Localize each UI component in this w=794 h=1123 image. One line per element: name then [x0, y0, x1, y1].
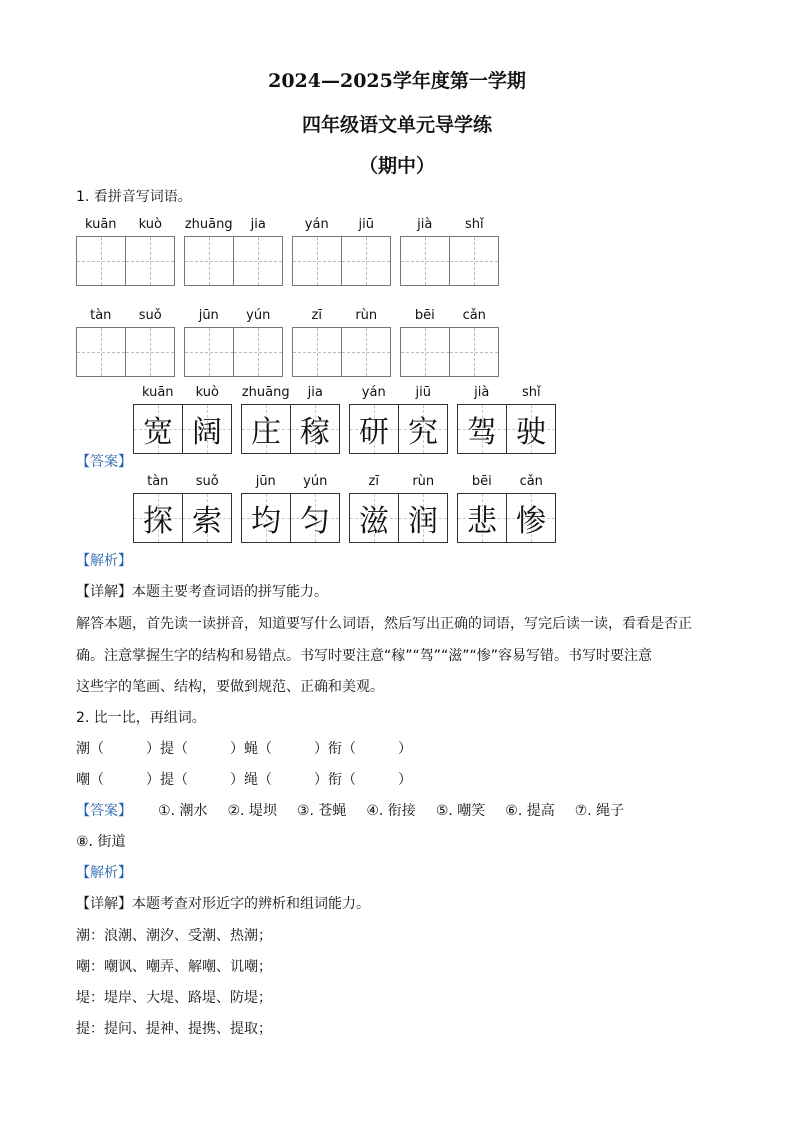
- q1-explain-1: 解答本题，首先读一读拼音，知道要写什么词语，然后写出正确的词语，写完后读一读，看看是否正: [76, 616, 692, 632]
- q1-explain-2: 确。注意掌握生字的结构和易错点。书写时要注意“稼”“驾”“滋”“惨”容易写错。书写时要注意: [76, 648, 653, 664]
- doc-title-exam: （期中）: [358, 155, 435, 177]
- writing-cell[interactable]: [184, 236, 234, 286]
- q2-detail: 【详解】本题考查对形近字的辨析和组词能力。: [76, 896, 370, 912]
- answer-item: ⑤. 嘲笑: [435, 803, 486, 819]
- answer-cell: 匀: [290, 493, 340, 543]
- answer-item: ①. 潮水: [158, 803, 208, 819]
- answer-cell: 宽: [133, 404, 183, 454]
- pinyin: rùn: [355, 308, 378, 323]
- pinyin: jia: [250, 217, 266, 232]
- pinyin: bēi: [471, 474, 492, 489]
- pinyin: jūn: [198, 308, 219, 323]
- pinyin: kuān: [141, 385, 174, 400]
- doc-title-term: 2024—2025学年度第一学期: [268, 70, 526, 92]
- pinyin: rùn: [412, 474, 435, 489]
- pinyin: jià: [417, 217, 433, 232]
- answer-cell: 润: [398, 493, 448, 543]
- answer-cell: 研: [349, 404, 399, 454]
- answer-cell: 驾: [457, 404, 507, 454]
- pinyin: tàn: [147, 474, 169, 489]
- writing-cell[interactable]: [125, 236, 175, 286]
- pinyin: cǎn: [462, 308, 486, 323]
- pinyin: shǐ: [464, 217, 484, 232]
- q1-analysis-tag: 【解析】: [76, 553, 132, 569]
- answer-cell: 阔: [182, 404, 232, 454]
- pinyin: zī: [311, 308, 322, 323]
- pinyin: cǎn: [519, 474, 543, 489]
- writing-cell[interactable]: [341, 236, 391, 286]
- pinyin: kuān: [84, 217, 117, 232]
- answer-cell: 惨: [506, 493, 556, 543]
- answer-cell: 悲: [457, 493, 507, 543]
- pinyin: kuò: [195, 385, 219, 400]
- pinyin: shǐ: [521, 385, 541, 400]
- answer-group: [349, 384, 448, 454]
- q1-answer-row-1: [133, 384, 565, 454]
- q2-explain-line: 嘲：嘲讽、嘲弄、解嘲、讥嘲；: [76, 959, 272, 975]
- q2-analysis-tag: 【解析】: [76, 865, 132, 881]
- writing-cell[interactable]: [233, 327, 283, 377]
- answer-group: [133, 384, 232, 454]
- q2-explain-line: 堤：堤岸、大堤、路堤、防堤；: [76, 990, 272, 1006]
- writing-cell[interactable]: [400, 327, 450, 377]
- pinyin: zī: [368, 474, 379, 489]
- answer-item: ④. 衔接: [366, 803, 416, 819]
- writing-cell[interactable]: [292, 327, 342, 377]
- pinyin: jūn: [255, 474, 276, 489]
- answer-cell: 究: [398, 404, 448, 454]
- pinyin: zhuāng: [184, 217, 233, 232]
- q1-detail: 【详解】本题主要考查词语的拼写能力。: [76, 584, 328, 600]
- answer-group: [133, 473, 232, 543]
- writing-cell[interactable]: [341, 327, 391, 377]
- q1-explain-3: 这些字的笔画、结构，要做到规范、正确和美观。: [76, 679, 384, 695]
- writing-cell[interactable]: [184, 327, 234, 377]
- q2-row-1: 潮（ ）提（ ）蝇（ ）衔（ ）: [76, 741, 412, 757]
- writing-cell[interactable]: [449, 327, 499, 377]
- pinyin: jia: [307, 385, 323, 400]
- writing-cell[interactable]: [125, 327, 175, 377]
- writing-cell[interactable]: [292, 236, 342, 286]
- pinyin: yán: [361, 385, 386, 400]
- pinyin: jiū: [358, 217, 374, 232]
- answer-group: [457, 384, 556, 454]
- blank-group: [76, 217, 175, 316]
- pinyin: yán: [304, 217, 329, 232]
- q1-prompt: 1. 看拼音写词语。: [76, 189, 192, 205]
- q2-row-2: 嘲（ ）提（ ）绳（ ）衔（ ）: [76, 772, 412, 788]
- answer-group: [349, 473, 448, 543]
- answer-group: [241, 473, 340, 543]
- answer-item: ③. 苍蝇: [296, 803, 347, 819]
- answer-cell: 探: [133, 493, 183, 543]
- pinyin: jià: [474, 385, 490, 400]
- q1-blank-row-1: [76, 217, 508, 316]
- answer-item: ⑥. 提高: [505, 803, 555, 819]
- blank-group: [184, 217, 283, 316]
- pinyin: jiū: [415, 385, 431, 400]
- answer-cell: 稼: [290, 404, 340, 454]
- pinyin: suǒ: [195, 474, 219, 489]
- q2-prompt: 2. 比一比，再组词。: [76, 710, 206, 726]
- answer-cell: 均: [241, 493, 291, 543]
- q2-explain-line: 提：提问、提神、提携、提取；: [76, 1021, 272, 1037]
- blank-group: [292, 217, 391, 316]
- pinyin: zhuāng: [241, 385, 290, 400]
- blank-group: [400, 217, 499, 316]
- q1-answer-tag: 【答案】: [76, 454, 132, 470]
- pinyin: tàn: [90, 308, 112, 323]
- pinyin: yún: [303, 474, 328, 489]
- q1-answer-row-2: [133, 473, 565, 543]
- answer-group: [457, 473, 556, 543]
- q2-explain-line: 潮：浪潮、潮汐、受潮、热潮；: [76, 928, 272, 944]
- q2-answer-row: [76, 801, 624, 821]
- answer-cell: 索: [182, 493, 232, 543]
- answer-item: ⑧. 街道: [76, 834, 126, 850]
- q2-answer-tag: 【答案】: [76, 803, 132, 819]
- pinyin: bēi: [414, 308, 435, 323]
- pinyin: kuò: [138, 217, 162, 232]
- writing-cell[interactable]: [76, 236, 126, 286]
- answer-cell: 滋: [349, 493, 399, 543]
- answer-item: ②. 堤坝: [227, 803, 277, 819]
- writing-cell[interactable]: [449, 236, 499, 286]
- answer-group: [241, 384, 340, 454]
- answer-cell: 驶: [506, 404, 556, 454]
- writing-cell[interactable]: [400, 236, 450, 286]
- pinyin: suǒ: [138, 308, 162, 323]
- writing-cell[interactable]: [76, 327, 126, 377]
- writing-cell[interactable]: [233, 236, 283, 286]
- answer-item: ⑦. 绳子: [574, 803, 625, 819]
- answer-cell: 庄: [241, 404, 291, 454]
- doc-title-course: 四年级语文单元导学练: [301, 114, 492, 136]
- pinyin: yún: [246, 308, 271, 323]
